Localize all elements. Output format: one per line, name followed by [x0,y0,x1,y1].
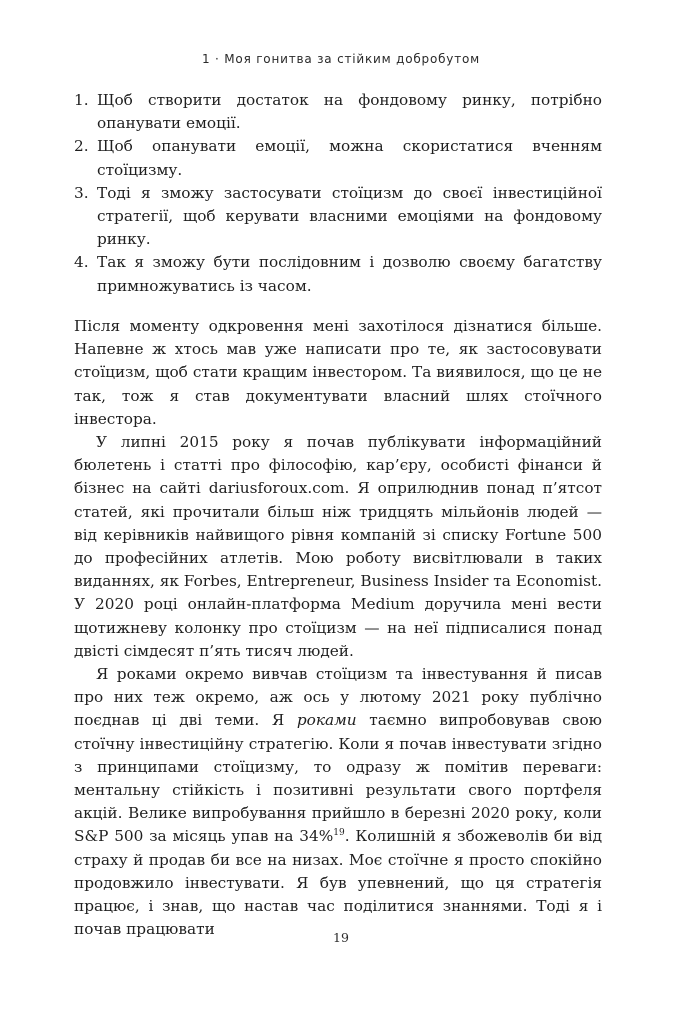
list-item-text: Щоб створити достаток на фондовому ринку, потрібно опанувати емоції. [97,91,602,133]
list-item-number: 2. [74,137,89,156]
list-item-number: 4. [74,253,89,272]
list-item [74,182,602,252]
list-item-number: 3. [74,183,89,202]
list-item-text: Тоді я зможу застосувати стоїцизм до своєї інвестиційної стратегії, щоб керувати власними емоціями на фондовому ринку. [97,183,602,249]
list-item-text: Щоб опанувати емоції, можна скористатися вченням стоїцизму. [97,137,602,179]
list-item-number: 1. [74,91,89,109]
paragraph-3-text-b: таємно випробовував свою стоїчну інвестиційну стратегію. Коли я почав інвестувати згідно з принципами стоїцизму, то одразу ж помітив переваги: ментальну стійкість і позитивні результати свого портфеля акцій. Велике випробування прийшло в березні 2020 року, коли S&P 500 за місяць упав на 34% [74,711,602,846]
footnote-ref: 19 [333,828,345,839]
list-item-text: Так я зможу бути послідовним і дозволю своєму багатству примножуватись із часом. [97,253,602,295]
paragraph-3-text-a: Я роками окремо вивчав стоїцизм та інвестування й писав про них теж окремо, аж ось у лютому 2021 року публічно поєднав ці дві теми. Я [74,665,602,730]
paragraph-3-emphasis: роками [296,711,357,730]
list-item [74,89,602,135]
paragraph-3 [74,663,602,941]
body-text [74,315,602,941]
list-item [74,135,602,181]
running-head: 1 · Моя гонитва за стійким добробутом [202,52,480,66]
list-item [74,251,602,297]
paragraph-3-text-c: . Колишній я збожеволів би від страху й продав би все на низах. Моє стоїчне я просто спокійно продовжило інвестувати. Я був упевнений, що ця стратегія працює, і знав, що настав час поділитися знаннями. Тоді я і почав працювати [74,827,602,939]
paragraph-1: Після моменту одкровення мені захотілося дізнатися більше. Напевне ж хтось мав уже написати про те, як застосовувати стоїцизм, щоб стати кращим інвестором. Та виявилося, що це не так, тож я став документувати власний шлях стоїчного інвестора. [74,317,602,428]
page-number: 19 [333,930,349,945]
paragraph-2: У липні 2015 року я почав публікувати інформаційний бюлетень і статті про філософію, кар’єру, особисті фінанси й бізнес на сайті dariusforoux.com. Я оприлюднив понад п’ятсот статей, які прочитали більш ніж тридцять мільйонів людей — від керівників найвищого рівня компаній зі списку Fortune 500 до професійних атлетів. Мою роботу висвітлювали в таких виданнях, як Forbes, Entrepreneur, Business Insider та Economist. У 2020 році онлайн-платформа Medium доручила мені вести щотижневу колонку про стоїцизм — на неї підписалися понад двісті сімдесят п’ять тисяч людей. [74,433,602,660]
numbered-list [74,89,602,298]
